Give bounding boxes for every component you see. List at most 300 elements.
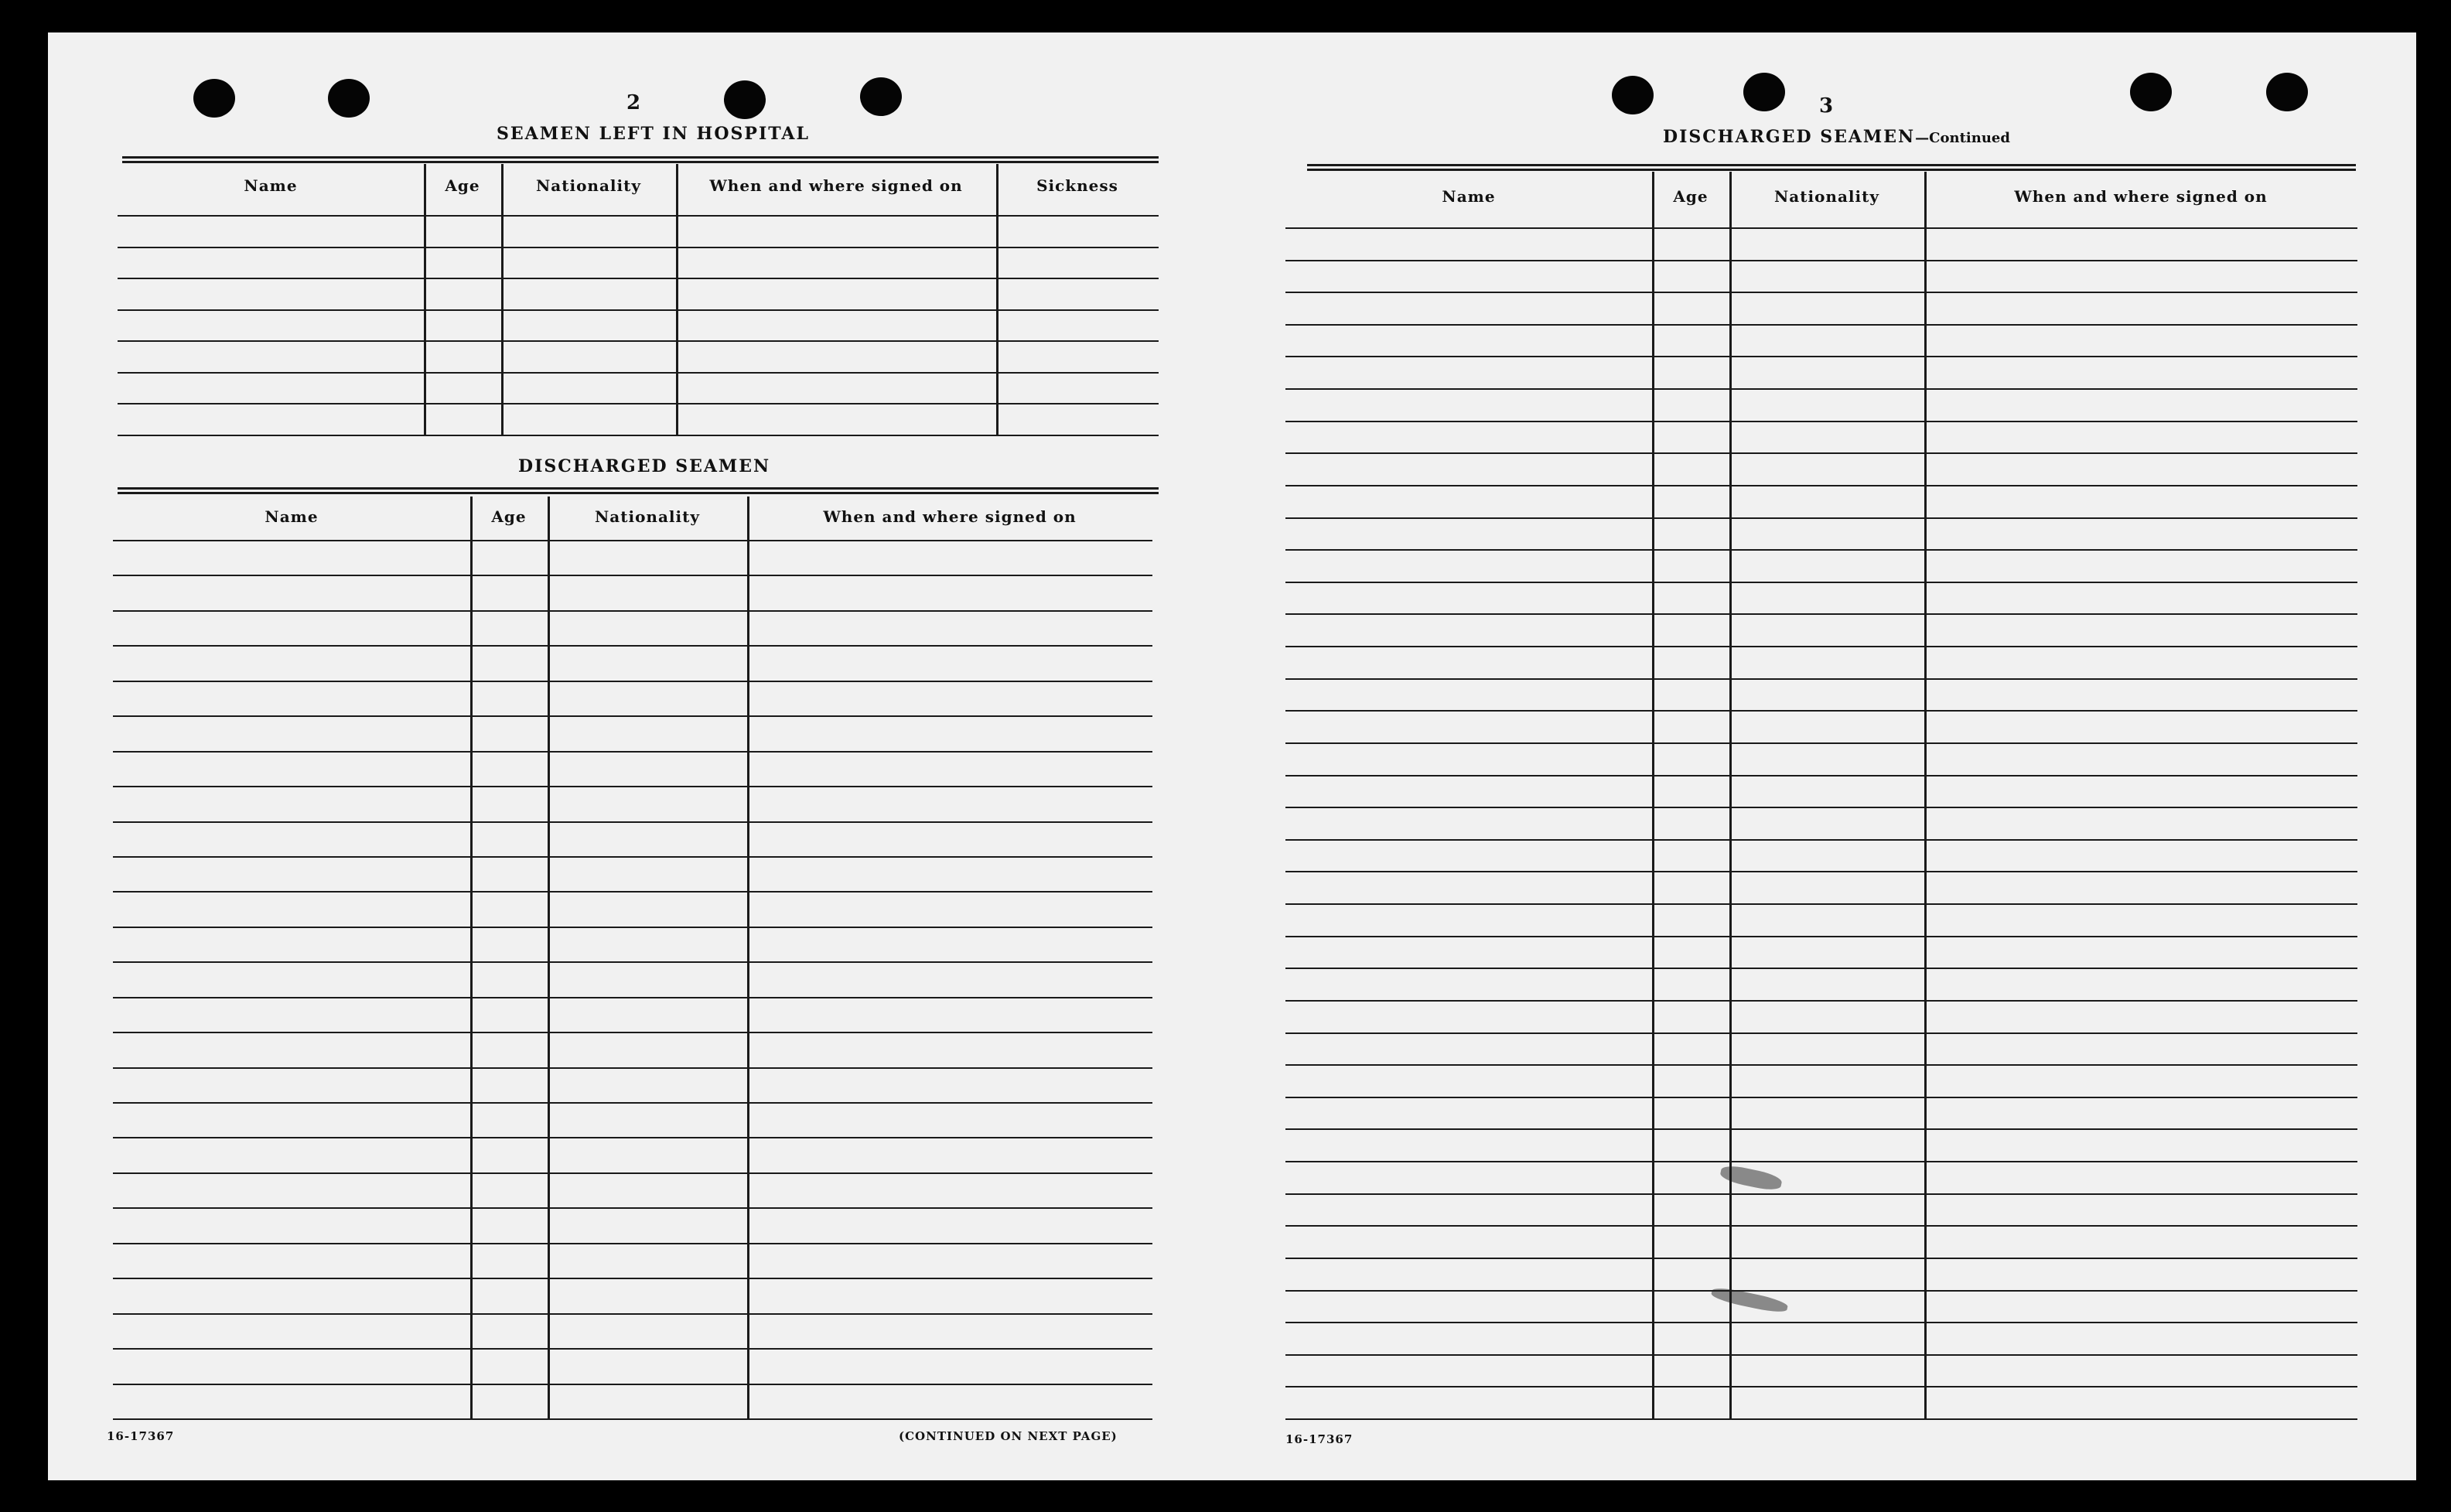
continued-cell[interactable]: [1927, 1002, 2355, 1031]
continued-cell[interactable]: [1927, 680, 2355, 709]
continued-cell[interactable]: [1732, 1098, 1922, 1128]
continued-cell[interactable]: [1927, 1387, 2355, 1417]
punch-hole-decoration: [193, 79, 235, 118]
continued-table-top-rule: [1307, 169, 2356, 171]
continued-cell[interactable]: [1732, 583, 1922, 613]
hospital-cell[interactable]: [678, 311, 994, 340]
continued-cell[interactable]: [1732, 808, 1922, 838]
hospital-cell[interactable]: [120, 279, 422, 308]
continued-cell[interactable]: [1288, 229, 1650, 258]
discharged-cell[interactable]: [550, 1138, 745, 1170]
discharged-cell[interactable]: [749, 823, 1150, 855]
hospital-cell[interactable]: [678, 279, 994, 308]
continued-cell[interactable]: [1654, 1227, 1727, 1256]
discharged-cell[interactable]: [550, 717, 745, 749]
continued-cell[interactable]: [1288, 808, 1650, 838]
hospital-cell[interactable]: [998, 279, 1156, 308]
discharged-cell[interactable]: [749, 928, 1150, 960]
discharged-cell[interactable]: [115, 1209, 468, 1241]
discharged-cell[interactable]: [473, 1244, 545, 1276]
continued-cell[interactable]: [1927, 1356, 2355, 1385]
continued-cell[interactable]: [1927, 808, 2355, 838]
discharged-cell[interactable]: [749, 753, 1150, 784]
continued-cell[interactable]: [1654, 937, 1727, 967]
continued-cell[interactable]: [1654, 486, 1727, 516]
discharged-cell[interactable]: [473, 682, 545, 714]
continued-cell[interactable]: [1288, 1162, 1650, 1192]
continued-cell[interactable]: [1732, 969, 1922, 998]
hospital-table-top-rule: [122, 161, 1159, 163]
discharged-cell[interactable]: [550, 541, 745, 573]
continued-cell[interactable]: [1927, 1162, 2355, 1192]
discharged-table-top-rule: [118, 492, 1159, 494]
discharged-cell[interactable]: [749, 858, 1150, 889]
discharged-cell[interactable]: [115, 1244, 468, 1276]
discharged-cell[interactable]: [115, 963, 468, 995]
discharged-cell[interactable]: [115, 717, 468, 749]
discharged-cell[interactable]: [550, 963, 745, 995]
continued-cell[interactable]: [1654, 1195, 1727, 1224]
discharged-cell[interactable]: [749, 1209, 1150, 1241]
continued-cell[interactable]: [1288, 454, 1650, 483]
hospital-section-title: SEAMEN LEFT IN HOSPITAL: [497, 124, 810, 144]
continued-cell[interactable]: [1288, 1002, 1650, 1031]
continued-cell[interactable]: [1732, 712, 1922, 741]
discharged-cell[interactable]: [473, 823, 545, 855]
discharged-cell[interactable]: [115, 612, 468, 643]
continued-cell[interactable]: [1732, 1066, 1922, 1095]
discharged-cell[interactable]: [749, 1104, 1150, 1135]
hospital-cell[interactable]: [504, 342, 674, 370]
hospital-cell[interactable]: [120, 374, 422, 402]
hospital-cell[interactable]: [426, 342, 499, 370]
continued-cell[interactable]: [1732, 1227, 1922, 1256]
continued-cell[interactable]: [1732, 680, 1922, 709]
discharged-cell[interactable]: [550, 823, 745, 855]
continued-cell[interactable]: [1654, 1034, 1727, 1063]
continued-cell[interactable]: [1927, 615, 2355, 644]
discharged-cell[interactable]: [115, 1069, 468, 1101]
continued-cell[interactable]: [1927, 357, 2355, 387]
discharged-cell[interactable]: [115, 928, 468, 960]
continued-cell[interactable]: [1732, 1034, 1922, 1063]
continued-cell[interactable]: [1732, 1323, 1922, 1353]
continued-cell[interactable]: [1732, 1387, 1922, 1417]
discharged-cell[interactable]: [473, 1385, 545, 1417]
discharged-cell[interactable]: [550, 682, 745, 714]
continued-cell[interactable]: [1654, 551, 1727, 580]
hospital-cell[interactable]: [426, 248, 499, 277]
continued-cell[interactable]: [1927, 647, 2355, 677]
discharged-header-when-and-where-signed-on: When and where signed on: [823, 507, 1077, 526]
discharged-cell[interactable]: [749, 682, 1150, 714]
discharged-cell[interactable]: [115, 823, 468, 855]
discharged-cell[interactable]: [473, 753, 545, 784]
discharged-cell[interactable]: [550, 1385, 745, 1417]
hospital-cell[interactable]: [678, 342, 994, 370]
continued-cell[interactable]: [1732, 519, 1922, 548]
continued-cell[interactable]: [1927, 454, 2355, 483]
hospital-cell[interactable]: [504, 311, 674, 340]
discharged-cell[interactable]: [550, 1104, 745, 1135]
hospital-cell[interactable]: [678, 248, 994, 277]
continued-cell[interactable]: [1927, 1195, 2355, 1224]
continued-cell[interactable]: [1732, 937, 1922, 967]
discharged-cell[interactable]: [550, 893, 745, 924]
continued-cell[interactable]: [1654, 583, 1727, 613]
continued-cell[interactable]: [1654, 969, 1727, 998]
discharged-cell[interactable]: [473, 787, 545, 819]
continued-cell[interactable]: [1288, 326, 1650, 355]
continued-cell[interactable]: [1288, 1130, 1650, 1159]
discharged-cell[interactable]: [749, 1138, 1150, 1170]
continued-cell[interactable]: [1654, 261, 1727, 291]
continued-cell[interactable]: [1288, 1323, 1650, 1353]
continued-cell[interactable]: [1927, 744, 2355, 773]
continued-cell[interactable]: [1927, 969, 2355, 998]
page-number: 2: [626, 91, 641, 114]
continued-cell[interactable]: [1288, 1387, 1650, 1417]
discharged-cell[interactable]: [749, 717, 1150, 749]
hospital-cell[interactable]: [998, 342, 1156, 370]
continued-cell[interactable]: [1288, 551, 1650, 580]
hospital-cell[interactable]: [504, 248, 674, 277]
continued-cell[interactable]: [1288, 1356, 1650, 1385]
continued-cell[interactable]: [1732, 486, 1922, 516]
discharged-cell[interactable]: [550, 753, 745, 784]
continued-cell[interactable]: [1654, 454, 1727, 483]
punch-hole-decoration: [1612, 76, 1654, 114]
discharged-cell[interactable]: [749, 1174, 1150, 1206]
continued-cell[interactable]: [1732, 390, 1922, 419]
discharged-cell[interactable]: [115, 1033, 468, 1065]
continued-cell[interactable]: [1288, 390, 1650, 419]
continued-cell[interactable]: [1927, 1259, 2355, 1288]
continued-cell[interactable]: [1288, 1259, 1650, 1288]
continued-cell[interactable]: [1288, 841, 1650, 870]
discharged-cell[interactable]: [550, 612, 745, 643]
hospital-cell[interactable]: [504, 374, 674, 402]
continued-cell[interactable]: [1654, 776, 1727, 806]
continued-cell[interactable]: [1654, 680, 1727, 709]
continued-cell[interactable]: [1927, 937, 2355, 967]
discharged-cell[interactable]: [550, 1350, 745, 1381]
hospital-cell[interactable]: [998, 404, 1156, 433]
continued-cell[interactable]: [1927, 390, 2355, 419]
discharged-cell[interactable]: [473, 963, 545, 995]
continued-cell[interactable]: [1288, 872, 1650, 902]
discharged-cell[interactable]: [473, 1279, 545, 1311]
continued-cell[interactable]: [1288, 261, 1650, 291]
discharged-cell[interactable]: [115, 541, 468, 573]
hospital-cell[interactable]: [678, 374, 994, 402]
discharged-cell[interactable]: [550, 1174, 745, 1206]
form-number-right: 16-17367: [1285, 1432, 1354, 1446]
continued-cell[interactable]: [1732, 229, 1922, 258]
discharged-cell[interactable]: [473, 1174, 545, 1206]
continued-cell[interactable]: [1732, 326, 1922, 355]
discharged-cell[interactable]: [473, 998, 545, 1030]
hospital-cell[interactable]: [504, 404, 674, 433]
continued-cell[interactable]: [1654, 841, 1727, 870]
discharged-cell[interactable]: [473, 1315, 545, 1346]
continued-cell[interactable]: [1732, 647, 1922, 677]
punch-hole-decoration: [328, 79, 370, 118]
hospital-header-nationality: Nationality: [536, 176, 641, 195]
discharged-cell[interactable]: [749, 576, 1150, 608]
hospital-cell[interactable]: [426, 311, 499, 340]
continued-cell[interactable]: [1654, 229, 1727, 258]
discharged-cell[interactable]: [749, 1385, 1150, 1417]
discharged-cell[interactable]: [473, 893, 545, 924]
continued-cell[interactable]: [1732, 1195, 1922, 1224]
discharged-cell[interactable]: [749, 893, 1150, 924]
discharged-cell[interactable]: [115, 1385, 468, 1417]
discharged-cell[interactable]: [473, 647, 545, 678]
discharged-cell[interactable]: [550, 858, 745, 889]
continued-cell[interactable]: [1732, 841, 1922, 870]
discharged-cell[interactable]: [473, 1350, 545, 1381]
continued-cell[interactable]: [1927, 1034, 2355, 1063]
discharged-cell[interactable]: [550, 1209, 745, 1241]
continued-cell[interactable]: [1654, 905, 1727, 934]
hospital-cell[interactable]: [120, 342, 422, 370]
discharged-cell[interactable]: [550, 928, 745, 960]
continued-cell[interactable]: [1288, 1227, 1650, 1256]
continued-cell[interactable]: [1732, 776, 1922, 806]
continued-cell[interactable]: [1927, 326, 2355, 355]
discharged-cell[interactable]: [749, 1033, 1150, 1065]
hospital-cell[interactable]: [120, 217, 422, 245]
continued-cell[interactable]: [1732, 261, 1922, 291]
continued-cell[interactable]: [1732, 1356, 1922, 1385]
hospital-cell[interactable]: [426, 404, 499, 433]
continued-cell[interactable]: [1732, 1162, 1922, 1192]
continued-cell[interactable]: [1288, 680, 1650, 709]
continued-cell[interactable]: [1927, 261, 2355, 291]
discharged-cell[interactable]: [550, 787, 745, 819]
continued-cell[interactable]: [1288, 1098, 1650, 1128]
discharged-header-nationality: Nationality: [595, 507, 700, 526]
hospital-cell[interactable]: [998, 311, 1156, 340]
hospital-cell[interactable]: [504, 217, 674, 245]
continued-cell[interactable]: [1288, 744, 1650, 773]
discharged-cell[interactable]: [115, 1104, 468, 1135]
hospital-cell[interactable]: [678, 404, 994, 433]
continued-cell[interactable]: [1654, 1292, 1727, 1321]
discharged-cell[interactable]: [749, 1069, 1150, 1101]
continued-cell[interactable]: [1927, 583, 2355, 613]
discharged-cell[interactable]: [550, 1244, 745, 1276]
continued-cell[interactable]: [1654, 1002, 1727, 1031]
continued-cell[interactable]: [1654, 744, 1727, 773]
discharged-cell[interactable]: [473, 1138, 545, 1170]
continued-cell[interactable]: [1654, 326, 1727, 355]
continued-cell[interactable]: [1927, 1227, 2355, 1256]
continued-cell[interactable]: [1288, 712, 1650, 741]
continued-cell[interactable]: [1732, 1002, 1922, 1031]
discharged-cell[interactable]: [550, 998, 745, 1030]
continued-cell[interactable]: [1288, 293, 1650, 323]
continued-cell[interactable]: [1288, 1292, 1650, 1321]
discharged-cell[interactable]: [115, 682, 468, 714]
hospital-cell[interactable]: [998, 374, 1156, 402]
continued-cell[interactable]: [1288, 969, 1650, 998]
discharged-cell[interactable]: [115, 1350, 468, 1381]
hospital-cell[interactable]: [678, 217, 994, 245]
continued-cell[interactable]: [1927, 905, 2355, 934]
continued-cell[interactable]: [1654, 872, 1727, 902]
discharged-cell[interactable]: [550, 1069, 745, 1101]
discharged-cell[interactable]: [473, 1104, 545, 1135]
discharged-cell[interactable]: [550, 1315, 745, 1346]
discharged-cell[interactable]: [550, 576, 745, 608]
continued-cell[interactable]: [1654, 1356, 1727, 1385]
continued-cell[interactable]: [1654, 1066, 1727, 1095]
continued-cell[interactable]: [1288, 937, 1650, 967]
continued-cell[interactable]: [1288, 519, 1650, 548]
continued-cell[interactable]: [1927, 293, 2355, 323]
discharged-cell[interactable]: [115, 1315, 468, 1346]
discharged-cell[interactable]: [473, 717, 545, 749]
hospital-cell[interactable]: [426, 279, 499, 308]
discharged-cell[interactable]: [115, 1279, 468, 1311]
hospital-cell[interactable]: [998, 248, 1156, 277]
hospital-cell[interactable]: [120, 311, 422, 340]
continued-cell[interactable]: [1927, 841, 2355, 870]
continued-cell[interactable]: [1732, 744, 1922, 773]
continued-cell[interactable]: [1654, 1162, 1727, 1192]
page-number: 3: [1819, 94, 1834, 118]
continued-cell[interactable]: [1654, 1323, 1727, 1353]
continued-cell[interactable]: [1732, 422, 1922, 452]
hospital-cell[interactable]: [120, 248, 422, 277]
continued-cell[interactable]: [1654, 519, 1727, 548]
continued-cell[interactable]: [1927, 1292, 2355, 1321]
discharged-cell[interactable]: [749, 1315, 1150, 1346]
continued-cell[interactable]: [1927, 712, 2355, 741]
continued-cell[interactable]: [1288, 615, 1650, 644]
continued-cell[interactable]: [1288, 357, 1650, 387]
continued-cell[interactable]: [1927, 422, 2355, 452]
continued-cell[interactable]: [1288, 422, 1650, 452]
hospital-cell[interactable]: [504, 279, 674, 308]
continued-cell[interactable]: [1732, 872, 1922, 902]
discharged-cell[interactable]: [115, 647, 468, 678]
continued-cell[interactable]: [1654, 1098, 1727, 1128]
discharged-cell[interactable]: [749, 963, 1150, 995]
continued-cell[interactable]: [1732, 1130, 1922, 1159]
discharged-cell[interactable]: [749, 541, 1150, 573]
continued-cell[interactable]: [1927, 1323, 2355, 1353]
continued-note: (CONTINUED ON NEXT PAGE): [899, 1429, 1118, 1443]
hospital-cell[interactable]: [120, 404, 422, 433]
continued-cell[interactable]: [1654, 1387, 1727, 1417]
discharged-cell[interactable]: [473, 1209, 545, 1241]
continued-cell[interactable]: [1732, 615, 1922, 644]
continued-cell[interactable]: [1654, 808, 1727, 838]
discharged-cell[interactable]: [115, 1138, 468, 1170]
hospital-cell[interactable]: [998, 217, 1156, 245]
discharged-cell[interactable]: [115, 998, 468, 1030]
discharged-cell[interactable]: [115, 753, 468, 784]
discharged-cell[interactable]: [473, 1069, 545, 1101]
continued-cell[interactable]: [1732, 454, 1922, 483]
continued-cell[interactable]: [1288, 1066, 1650, 1095]
continued-cell[interactable]: [1288, 1034, 1650, 1063]
continued-cell[interactable]: [1288, 486, 1650, 516]
continued-cell[interactable]: [1654, 357, 1727, 387]
continued-cell[interactable]: [1927, 551, 2355, 580]
discharged-cell[interactable]: [473, 858, 545, 889]
continued-cell[interactable]: [1927, 486, 2355, 516]
continued-cell[interactable]: [1654, 647, 1727, 677]
discharged-cell[interactable]: [550, 1033, 745, 1065]
discharged-cell[interactable]: [749, 1350, 1150, 1381]
discharged-cell[interactable]: [749, 647, 1150, 678]
continued-cell[interactable]: [1927, 776, 2355, 806]
continued-row-line: [1285, 1418, 2357, 1420]
continued-cell[interactable]: [1732, 1292, 1922, 1321]
discharged-cell[interactable]: [550, 1279, 745, 1311]
discharged-cell[interactable]: [473, 1033, 545, 1065]
continued-cell[interactable]: [1927, 1066, 2355, 1095]
continued-cell[interactable]: [1654, 422, 1727, 452]
discharged-cell[interactable]: [473, 612, 545, 643]
discharged-cell[interactable]: [473, 928, 545, 960]
discharged-cell[interactable]: [115, 576, 468, 608]
discharged-cell[interactable]: [749, 787, 1150, 819]
continued-cell[interactable]: [1654, 390, 1727, 419]
discharged-row-line: [113, 1418, 1152, 1420]
continued-cell[interactable]: [1654, 712, 1727, 741]
continued-cell[interactable]: [1732, 357, 1922, 387]
discharged-cell[interactable]: [550, 647, 745, 678]
hospital-cell[interactable]: [426, 374, 499, 402]
discharged-cell[interactable]: [115, 858, 468, 889]
discharged-cell[interactable]: [115, 787, 468, 819]
continued-cell[interactable]: [1288, 1195, 1650, 1224]
discharged-cell[interactable]: [749, 1279, 1150, 1311]
continued-cell[interactable]: [1288, 905, 1650, 934]
discharged-cell[interactable]: [115, 893, 468, 924]
discharged-cell[interactable]: [749, 1244, 1150, 1276]
continued-cell[interactable]: [1288, 647, 1650, 677]
continued-cell[interactable]: [1654, 615, 1727, 644]
continued-cell[interactable]: [1654, 293, 1727, 323]
continued-header-when-and-where-signed-on: When and where signed on: [2014, 187, 2268, 206]
continued-cell[interactable]: [1732, 551, 1922, 580]
discharged-cell[interactable]: [115, 1174, 468, 1206]
continued-cell[interactable]: [1927, 229, 2355, 258]
continued-cell[interactable]: [1927, 519, 2355, 548]
continued-cell[interactable]: [1927, 1130, 2355, 1159]
continued-cell[interactable]: [1654, 1259, 1727, 1288]
discharged-cell[interactable]: [473, 541, 545, 573]
continued-cell[interactable]: [1288, 776, 1650, 806]
continued-cell[interactable]: [1654, 1130, 1727, 1159]
continued-cell[interactable]: [1732, 293, 1922, 323]
continued-cell[interactable]: [1288, 583, 1650, 613]
discharged-cell[interactable]: [749, 998, 1150, 1030]
continued-cell[interactable]: [1732, 905, 1922, 934]
hospital-cell[interactable]: [426, 217, 499, 245]
continued-cell[interactable]: [1732, 1259, 1922, 1288]
discharged-cell[interactable]: [473, 576, 545, 608]
continued-cell[interactable]: [1927, 872, 2355, 902]
discharged-cell[interactable]: [749, 612, 1150, 643]
continued-cell[interactable]: [1927, 1098, 2355, 1128]
